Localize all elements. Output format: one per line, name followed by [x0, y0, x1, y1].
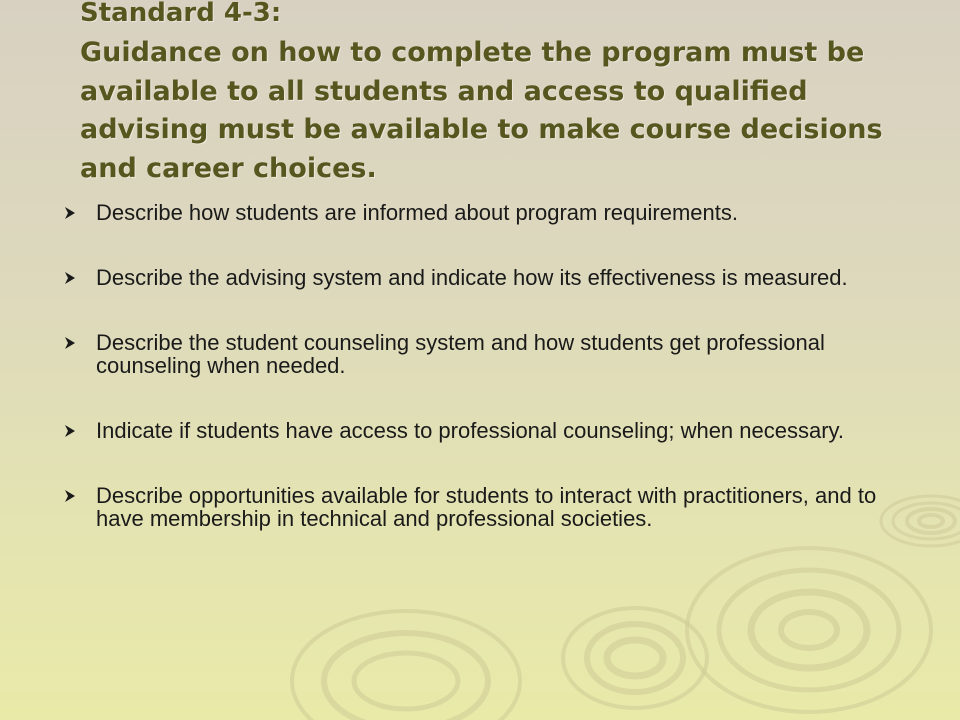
arrow-bullet-icon — [62, 201, 84, 228]
bullet-text: Describe the student counseling system and how students get professional counseling when needed. — [96, 330, 825, 378]
bullet-list — [62, 201, 892, 530]
slide-title — [80, 0, 920, 188]
bullet-text: Indicate if students have access to professional counseling; when necessary. — [96, 418, 845, 443]
bullet-item-practitioner-opportunities — [62, 484, 892, 530]
arrow-bullet-icon — [62, 266, 84, 293]
bullet-text: Describe the advising system and indicate how its effectiveness is measured. — [96, 265, 848, 290]
bullet-text: Describe opportunities available for students to interact with practitioners, and to have membership in technical and professional societies. — [96, 483, 877, 531]
standard-number-heading: Standard 4-3: — [80, 0, 282, 28]
standard-description-heading: Guidance on how to complete the program must be available to all students and access to qualified advising must be available to make course decisions and career choices. — [80, 37, 883, 184]
bullet-item-program-requirements — [62, 201, 892, 224]
bullet-item-advising-system — [62, 266, 892, 289]
arrow-bullet-icon — [62, 331, 84, 358]
arrow-bullet-icon — [62, 484, 84, 511]
bullet-item-counseling-system — [62, 331, 892, 377]
arrow-bullet-icon — [62, 419, 84, 446]
bullet-item-counseling-access — [62, 419, 892, 442]
bullet-text: Describe how students are informed about program requirements. — [96, 200, 738, 225]
